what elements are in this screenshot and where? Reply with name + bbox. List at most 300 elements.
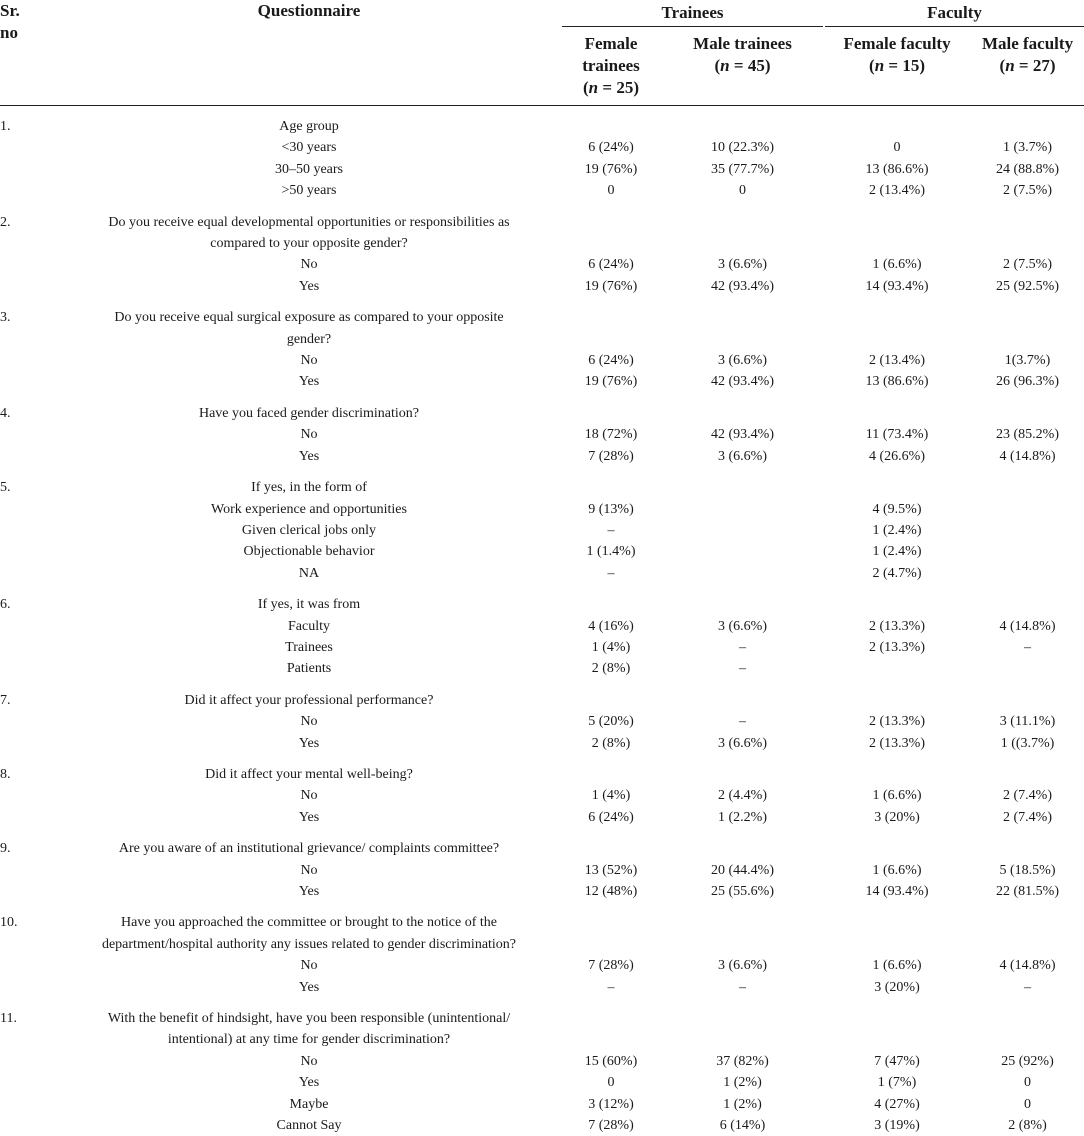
column-header-2 — [662, 27, 823, 106]
column-header-3 — [823, 27, 971, 106]
empty-cell — [971, 1008, 1084, 1029]
question-row — [0, 764, 1084, 785]
question-spacer — [0, 297, 1084, 307]
empty-cell — [0, 350, 58, 371]
value-cell: 19 (76%) — [560, 371, 662, 392]
value-cell: – — [662, 977, 823, 998]
value-cell: 23 (85.2%) — [971, 424, 1084, 445]
empty-cell — [971, 212, 1084, 233]
value-cell: 0 — [971, 1072, 1084, 1093]
value-cell: 18 (72%) — [560, 424, 662, 445]
empty-cell — [560, 838, 662, 859]
question-spacer — [0, 828, 1084, 838]
empty-cell — [662, 690, 823, 711]
answer-label: Trainees — [58, 637, 560, 658]
empty-cell — [823, 912, 971, 933]
question-number: 11. — [0, 1008, 58, 1029]
question-spacer — [0, 202, 1084, 212]
answer-label: Maybe — [58, 1094, 560, 1115]
empty-cell — [662, 477, 823, 498]
answer-label: 30–50 years — [58, 159, 560, 180]
empty-cell — [560, 690, 662, 711]
value-cell: 25 (92%) — [971, 1051, 1084, 1072]
table-row — [0, 977, 1084, 998]
empty-cell — [662, 403, 823, 424]
empty-cell — [560, 233, 662, 254]
table-row — [0, 1094, 1084, 1115]
sample-size-value: = 45) — [730, 56, 771, 75]
sample-size-prefix: ( — [715, 56, 721, 75]
value-cell: 4 (14.8%) — [971, 955, 1084, 976]
value-cell: 1 (6.6%) — [823, 860, 971, 881]
empty-cell — [662, 764, 823, 785]
answer-label: <30 years — [58, 137, 560, 158]
answer-label: Faculty — [58, 616, 560, 637]
table-row — [0, 499, 1084, 520]
empty-cell — [823, 116, 971, 137]
answer-label: Yes — [58, 371, 560, 392]
value-cell: – — [971, 637, 1084, 658]
answer-label: No — [58, 1051, 560, 1072]
question-text: intentional) at any time for gender discrimination? — [58, 1029, 560, 1050]
empty-cell — [0, 637, 58, 658]
value-cell: 3 (6.6%) — [662, 733, 823, 754]
empty-cell — [0, 977, 58, 998]
empty-cell — [0, 1094, 58, 1115]
value-cell — [662, 499, 823, 520]
question-row — [0, 1029, 1084, 1050]
empty-cell — [662, 838, 823, 859]
empty-cell — [0, 785, 58, 806]
empty-cell — [0, 446, 58, 467]
empty-cell — [560, 403, 662, 424]
column-header-sample-size — [583, 78, 639, 97]
questionnaire-header: Questionnaire — [58, 0, 560, 106]
question-text: department/hospital authority any issues related to gender discrimination? — [58, 934, 560, 955]
value-cell: 1 (3.7%) — [971, 137, 1084, 158]
table-row — [0, 733, 1084, 754]
value-cell: 4 (14.8%) — [971, 616, 1084, 637]
empty-cell — [971, 912, 1084, 933]
header-row-groups — [0, 0, 1084, 27]
answer-label: Yes — [58, 733, 560, 754]
question-text: With the benefit of hindsight, have you been responsible (unintentional/ — [58, 1008, 560, 1029]
value-cell: 2 (13.3%) — [823, 733, 971, 754]
question-number — [0, 1029, 58, 1050]
table-row — [0, 254, 1084, 275]
value-cell: 10 (22.3%) — [662, 137, 823, 158]
question-number: 4. — [0, 403, 58, 424]
question-text: Do you receive equal developmental opportunities or responsibilities as — [58, 212, 560, 233]
sample-size-prefix: ( — [1000, 56, 1006, 75]
question-row — [0, 233, 1084, 254]
empty-cell — [0, 180, 58, 201]
table-body — [0, 106, 1084, 1136]
table-row — [0, 159, 1084, 180]
answer-label: Work experience and opportunities — [58, 499, 560, 520]
table-row — [0, 616, 1084, 637]
question-row — [0, 934, 1084, 955]
sr-no-header — [0, 0, 58, 106]
table-row — [0, 658, 1084, 679]
empty-cell — [823, 764, 971, 785]
value-cell: 35 (77.7%) — [662, 159, 823, 180]
value-cell: 5 (18.5%) — [971, 860, 1084, 881]
value-cell: 0 — [662, 180, 823, 201]
question-number — [0, 329, 58, 350]
value-cell: 0 — [560, 1072, 662, 1093]
table-row — [0, 955, 1084, 976]
answer-label: No — [58, 860, 560, 881]
empty-cell — [0, 1072, 58, 1093]
empty-cell — [823, 1008, 971, 1029]
value-cell: 4 (16%) — [560, 616, 662, 637]
answer-label: NA — [58, 563, 560, 584]
empty-cell — [971, 1029, 1084, 1050]
empty-cell — [823, 477, 971, 498]
column-header-line2: trainees — [582, 56, 640, 75]
value-cell: – — [662, 711, 823, 732]
value-cell: 7 (28%) — [560, 446, 662, 467]
value-cell: – — [662, 658, 823, 679]
question-text: Did it affect your professional performance? — [58, 690, 560, 711]
value-cell: 6 (14%) — [662, 1115, 823, 1136]
empty-cell — [971, 403, 1084, 424]
question-text: If yes, it was from — [58, 594, 560, 615]
value-cell: 13 (86.6%) — [823, 371, 971, 392]
empty-cell — [560, 912, 662, 933]
answer-label: Yes — [58, 881, 560, 902]
question-row — [0, 477, 1084, 498]
value-cell: 3 (12%) — [560, 1094, 662, 1115]
empty-cell — [662, 912, 823, 933]
value-cell — [971, 658, 1084, 679]
empty-cell — [560, 329, 662, 350]
question-row — [0, 594, 1084, 615]
empty-cell — [662, 116, 823, 137]
column-header-line1: Male trainees — [693, 34, 792, 53]
value-cell: 1 (1.4%) — [560, 541, 662, 562]
value-cell: 24 (88.8%) — [971, 159, 1084, 180]
column-header-line1: Male faculty — [982, 34, 1073, 53]
question-text: If yes, in the form of — [58, 477, 560, 498]
empty-cell — [560, 477, 662, 498]
question-text: Do you receive equal surgical exposure as compared to your opposite — [58, 307, 560, 328]
value-cell: 42 (93.4%) — [662, 371, 823, 392]
empty-cell — [823, 233, 971, 254]
table-row — [0, 563, 1084, 584]
question-row — [0, 329, 1084, 350]
empty-cell — [971, 477, 1084, 498]
column-header-sample-size — [1000, 56, 1056, 75]
empty-cell — [971, 934, 1084, 955]
answer-label: Yes — [58, 807, 560, 828]
empty-cell — [560, 307, 662, 328]
question-number: 5. — [0, 477, 58, 498]
question-row — [0, 116, 1084, 137]
sample-size-prefix: ( — [869, 56, 875, 75]
empty-cell — [823, 690, 971, 711]
question-spacer — [0, 754, 1084, 764]
answer-label: No — [58, 955, 560, 976]
value-cell: 1 (2.4%) — [823, 541, 971, 562]
value-cell: 1 (2%) — [662, 1072, 823, 1093]
empty-cell — [971, 764, 1084, 785]
empty-cell — [0, 520, 58, 541]
table-row — [0, 807, 1084, 828]
question-number: 8. — [0, 764, 58, 785]
value-cell: 1(3.7%) — [971, 350, 1084, 371]
question-spacer — [0, 902, 1084, 912]
question-text: compared to your opposite gender? — [58, 233, 560, 254]
value-cell: – — [971, 977, 1084, 998]
sample-size-variable: n — [589, 78, 598, 97]
question-number: 1. — [0, 116, 58, 137]
empty-cell — [0, 499, 58, 520]
question-text: Did it affect your mental well-being? — [58, 764, 560, 785]
table-row — [0, 350, 1084, 371]
value-cell: 2 (4.4%) — [662, 785, 823, 806]
empty-cell — [560, 764, 662, 785]
question-row — [0, 838, 1084, 859]
empty-cell — [823, 594, 971, 615]
value-cell: 13 (86.6%) — [823, 159, 971, 180]
value-cell — [662, 520, 823, 541]
table-row — [0, 785, 1084, 806]
value-cell: 22 (81.5%) — [971, 881, 1084, 902]
value-cell: 2 (7.4%) — [971, 807, 1084, 828]
value-cell: 4 (26.6%) — [823, 446, 971, 467]
value-cell: 11 (73.4%) — [823, 424, 971, 445]
empty-cell — [0, 1051, 58, 1072]
table-row — [0, 881, 1084, 902]
value-cell: 2 (4.7%) — [823, 563, 971, 584]
value-cell: 2 (8%) — [560, 658, 662, 679]
empty-cell — [971, 838, 1084, 859]
faculty-group-label: Faculty — [825, 2, 1084, 27]
value-cell: 20 (44.4%) — [662, 860, 823, 881]
table-row — [0, 520, 1084, 541]
value-cell: 4 (9.5%) — [823, 499, 971, 520]
sample-size-variable: n — [875, 56, 884, 75]
empty-cell — [823, 307, 971, 328]
empty-cell — [662, 233, 823, 254]
value-cell: 25 (55.6%) — [662, 881, 823, 902]
empty-cell — [0, 733, 58, 754]
sample-size-value: = 27) — [1015, 56, 1056, 75]
answer-label: No — [58, 350, 560, 371]
value-cell: 2 (13.4%) — [823, 350, 971, 371]
table-row — [0, 371, 1084, 392]
value-cell: 2 (13.3%) — [823, 637, 971, 658]
sample-size-variable: n — [720, 56, 729, 75]
answer-label: Yes — [58, 977, 560, 998]
value-cell: 3 (20%) — [823, 977, 971, 998]
empty-cell — [560, 212, 662, 233]
value-cell: 4 (27%) — [823, 1094, 971, 1115]
question-spacer — [0, 680, 1084, 690]
question-text: gender? — [58, 329, 560, 350]
value-cell: 26 (96.3%) — [971, 371, 1084, 392]
empty-cell — [0, 860, 58, 881]
value-cell: – — [560, 520, 662, 541]
question-row — [0, 690, 1084, 711]
table-row — [0, 860, 1084, 881]
table-row — [0, 137, 1084, 158]
sr-no-label-line1: Sr. — [0, 1, 20, 20]
empty-cell — [823, 329, 971, 350]
question-text: Are you aware of an institutional grievance/ complaints committee? — [58, 838, 560, 859]
empty-cell — [823, 212, 971, 233]
question-spacer — [0, 393, 1084, 403]
table-row — [0, 276, 1084, 297]
table-row — [0, 1051, 1084, 1072]
column-header-1 — [560, 27, 662, 106]
empty-cell — [0, 563, 58, 584]
empty-cell — [0, 276, 58, 297]
value-cell: 19 (76%) — [560, 276, 662, 297]
question-row — [0, 403, 1084, 424]
column-header-sample-size — [869, 56, 925, 75]
value-cell: 1 (2%) — [662, 1094, 823, 1115]
sample-size-value: = 15) — [884, 56, 925, 75]
faculty-group-header — [823, 0, 1084, 27]
empty-cell — [0, 955, 58, 976]
value-cell: 6 (24%) — [560, 807, 662, 828]
value-cell — [971, 541, 1084, 562]
table-row — [0, 541, 1084, 562]
value-cell: 14 (93.4%) — [823, 276, 971, 297]
empty-cell — [0, 1115, 58, 1136]
value-cell — [971, 499, 1084, 520]
question-number: 10. — [0, 912, 58, 933]
empty-cell — [823, 838, 971, 859]
sample-size-prefix: ( — [583, 78, 589, 97]
empty-cell — [971, 329, 1084, 350]
question-number: 9. — [0, 838, 58, 859]
value-cell: 2 (8%) — [971, 1115, 1084, 1136]
value-cell: 2 (7.4%) — [971, 785, 1084, 806]
value-cell — [971, 520, 1084, 541]
question-spacer — [0, 467, 1084, 477]
answer-label: Patients — [58, 658, 560, 679]
empty-cell — [662, 307, 823, 328]
sample-size-value: = 25) — [598, 78, 639, 97]
sample-size-variable: n — [1005, 56, 1014, 75]
answer-label: Yes — [58, 446, 560, 467]
value-cell: 1 ((3.7%) — [971, 733, 1084, 754]
answer-label: Objectionable behavior — [58, 541, 560, 562]
empty-cell — [0, 658, 58, 679]
question-text: Have you approached the committee or brought to the notice of the — [58, 912, 560, 933]
empty-cell — [0, 711, 58, 732]
trainees-group-header — [560, 0, 823, 27]
value-cell — [971, 563, 1084, 584]
empty-cell — [823, 934, 971, 955]
question-number — [0, 233, 58, 254]
column-header-4 — [971, 27, 1084, 106]
value-cell: 6 (24%) — [560, 350, 662, 371]
column-header-line1: Female faculty — [843, 34, 950, 53]
value-cell — [662, 541, 823, 562]
answer-label: >50 years — [58, 180, 560, 201]
empty-cell — [0, 424, 58, 445]
question-number: 2. — [0, 212, 58, 233]
table-row — [0, 637, 1084, 658]
value-cell: 3 (11.1%) — [971, 711, 1084, 732]
value-cell: 2 (8%) — [560, 733, 662, 754]
column-header-sample-size — [715, 56, 771, 75]
table-row — [0, 446, 1084, 467]
value-cell: 0 — [971, 1094, 1084, 1115]
empty-cell — [662, 934, 823, 955]
empty-cell — [0, 159, 58, 180]
table-row — [0, 1115, 1084, 1136]
value-cell — [662, 563, 823, 584]
answer-label: No — [58, 424, 560, 445]
empty-cell — [0, 616, 58, 637]
value-cell: 19 (76%) — [560, 159, 662, 180]
empty-cell — [662, 329, 823, 350]
value-cell: 42 (93.4%) — [662, 424, 823, 445]
value-cell: 15 (60%) — [560, 1051, 662, 1072]
empty-cell — [662, 212, 823, 233]
value-cell: 3 (6.6%) — [662, 350, 823, 371]
question-row — [0, 1008, 1084, 1029]
empty-cell — [662, 1008, 823, 1029]
value-cell: 12 (48%) — [560, 881, 662, 902]
empty-cell — [560, 1029, 662, 1050]
value-cell: 14 (93.4%) — [823, 881, 971, 902]
empty-cell — [662, 1029, 823, 1050]
table-row — [0, 424, 1084, 445]
empty-cell — [0, 254, 58, 275]
value-cell: 3 (6.6%) — [662, 254, 823, 275]
value-cell: – — [560, 563, 662, 584]
value-cell: 1 (6.6%) — [823, 785, 971, 806]
question-number: 7. — [0, 690, 58, 711]
value-cell: 7 (28%) — [560, 1115, 662, 1136]
value-cell: 2 (7.5%) — [971, 254, 1084, 275]
question-spacer — [0, 584, 1084, 594]
empty-cell — [0, 881, 58, 902]
value-cell: 13 (52%) — [560, 860, 662, 881]
answer-label: No — [58, 711, 560, 732]
value-cell: 2 (13.3%) — [823, 616, 971, 637]
value-cell: 3 (6.6%) — [662, 955, 823, 976]
empty-cell — [0, 371, 58, 392]
empty-cell — [560, 594, 662, 615]
table-row — [0, 180, 1084, 201]
answer-label: Cannot Say — [58, 1115, 560, 1136]
value-cell: 2 (7.5%) — [971, 180, 1084, 201]
empty-cell — [971, 690, 1084, 711]
table-row — [0, 711, 1084, 732]
empty-cell — [823, 403, 971, 424]
value-cell: 2 (13.3%) — [823, 711, 971, 732]
value-cell: 0 — [823, 137, 971, 158]
question-number: 6. — [0, 594, 58, 615]
value-cell: 5 (20%) — [560, 711, 662, 732]
value-cell: 1 (7%) — [823, 1072, 971, 1093]
answer-label: No — [58, 785, 560, 806]
value-cell: – — [662, 637, 823, 658]
empty-cell — [662, 594, 823, 615]
question-row — [0, 912, 1084, 933]
empty-cell — [560, 116, 662, 137]
value-cell: 7 (28%) — [560, 955, 662, 976]
trainees-group-label: Trainees — [562, 2, 823, 27]
